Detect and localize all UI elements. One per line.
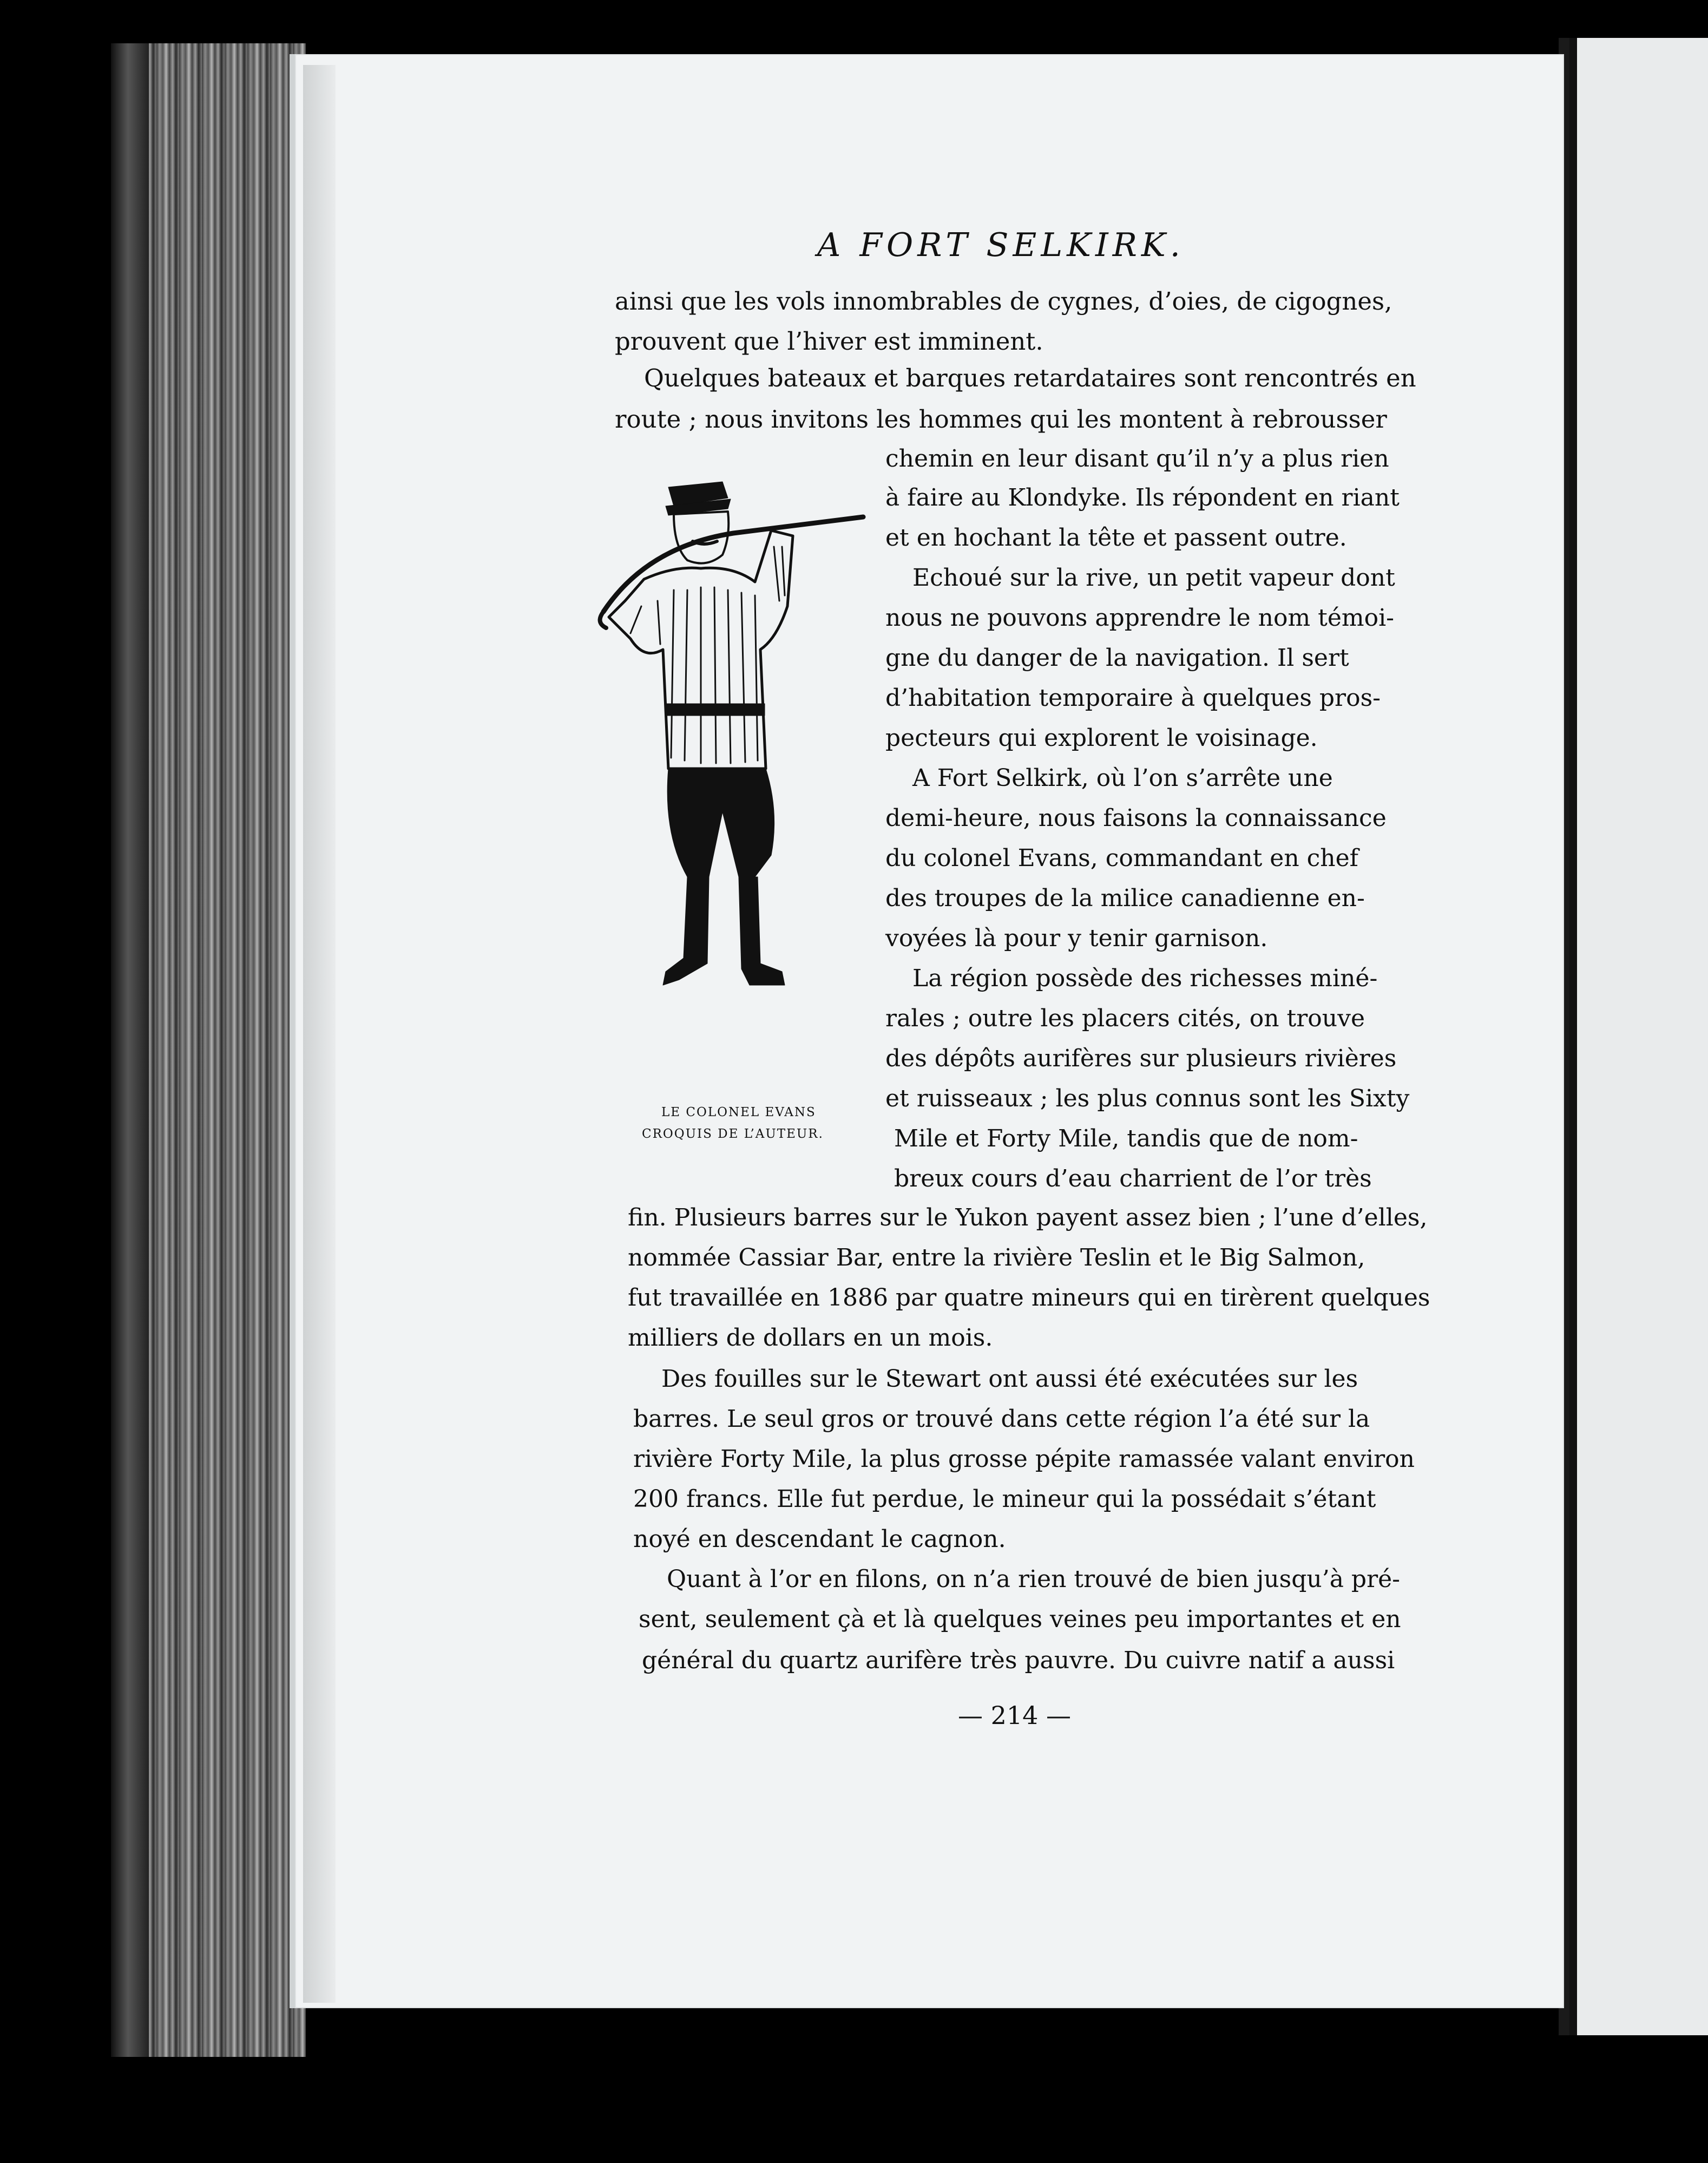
text-line: noyé en descendant le cagnon.: [633, 1525, 1006, 1553]
text-line: fut travaillée en 1886 par quatre mineurs qui en tirèrent quelques: [628, 1284, 1430, 1312]
text-line: breux cours d’eau charrient de l’or très: [894, 1165, 1372, 1192]
text-line: Quant à l’or en filons, on n’a rien trouvé de bien jusqu’à pré-: [667, 1565, 1401, 1593]
text-line: gne du danger de la navigation. Il sert: [885, 644, 1349, 672]
text-line: milliers de dollars en un mois.: [628, 1324, 993, 1352]
text-line: nous ne pouvons apprendre le nom témoi-: [885, 604, 1395, 632]
text-line: des troupes de la milice canadienne en-: [885, 884, 1365, 912]
page-number: — 214 —: [958, 1701, 1072, 1730]
text-line: route ; nous invitons les hommes qui les montent à rebrousser: [615, 405, 1387, 434]
text-line: à faire au Klondyke. Ils répondent en riant: [885, 484, 1400, 512]
text-line: sent, seulement çà et là quelques veines peu importantes et en: [639, 1605, 1401, 1633]
text-line: Quelques bateaux et barques retardataires sont rencontrés en: [644, 364, 1416, 392]
colonel-evans-sketch: [593, 466, 874, 1088]
text-line: d’habitation temporaire à quelques pros-: [885, 684, 1381, 712]
text-line: du colonel Evans, commandant en chef: [885, 844, 1358, 872]
text-line: voyées là pour y tenir garnison.: [885, 925, 1268, 952]
text-line: et en hochant la tête et passent outre.: [885, 524, 1347, 552]
text-line: A Fort Selkirk, où l’on s’arrête une: [912, 764, 1333, 792]
text-line: nommée Cassiar Bar, entre la rivière Teslin et le Big Salmon,: [628, 1244, 1365, 1271]
text-line: des dépôts aurifères sur plusieurs rivières: [885, 1045, 1397, 1072]
text-line: ainsi que les vols innombrables de cygnes, d’oies, de cigognes,: [615, 287, 1392, 316]
text-line: demi-heure, nous faisons la connaissance: [885, 804, 1387, 832]
running-head: A FORT SELKIRK.: [817, 226, 1185, 264]
figure-caption-credit: CROQUIS DE L’AUTEUR.: [642, 1127, 824, 1141]
text-line: Mile et Forty Mile, tandis que de nom-: [894, 1125, 1358, 1152]
text-line: prouvent que l’hiver est imminent.: [615, 327, 1043, 356]
text-line: Des fouilles sur le Stewart ont aussi été exécutées sur les: [661, 1365, 1358, 1393]
text-line: fin. Plusieurs barres sur le Yukon payent assez bien ; l’une d’elles,: [628, 1204, 1428, 1231]
figure-caption-title: LE COLONEL EVANS: [661, 1105, 816, 1119]
text-line: et ruisseaux ; les plus connus sont les Sixty: [885, 1085, 1410, 1112]
text-line: général du quartz aurifère très pauvre. Du cuivre natif a aussi: [642, 1647, 1395, 1674]
text-line: pecteurs qui explorent le voisinage.: [885, 724, 1318, 752]
book-spine-edge: [111, 43, 149, 2057]
text-line: La région possède des richesses miné-: [912, 965, 1378, 992]
text-line: Echoué sur la rive, un petit vapeur dont: [912, 564, 1395, 592]
text-line: 200 francs. Elle fut perdue, le mineur qui la possédait s’étant: [633, 1485, 1376, 1513]
facing-page: [1569, 38, 1708, 2035]
text-line: chemin en leur disant qu’il n’y a plus rien: [885, 445, 1389, 473]
text-line: rales ; outre les placers cités, on trouve: [885, 1005, 1365, 1032]
page-inner-edge: [303, 65, 336, 2003]
text-line: rivière Forty Mile, la plus grosse pépite ramassée valant environ: [633, 1445, 1415, 1473]
text-line: barres. Le seul gros or trouvé dans cette région l’a été sur la: [633, 1405, 1370, 1433]
